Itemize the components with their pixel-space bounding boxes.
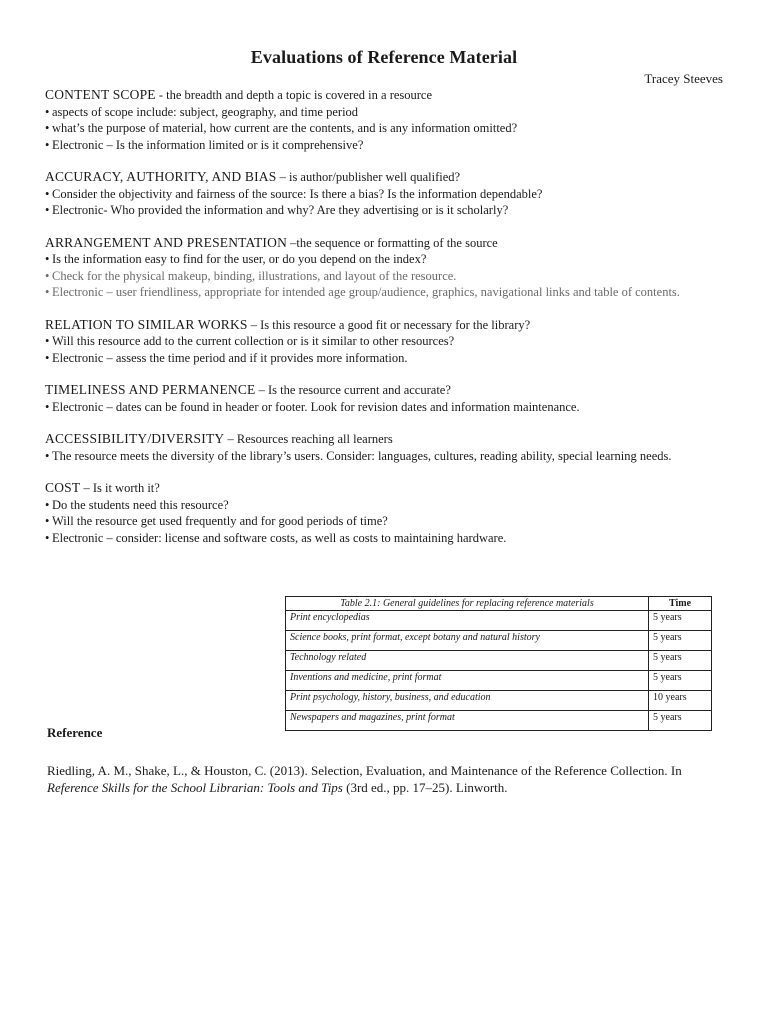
bullet-item: • Will this resource add to the current collection or is it similar to other resources?: [45, 334, 455, 348]
table-row: [286, 651, 712, 671]
table-cell-time: 5 years: [649, 631, 712, 651]
section-heading: ACCURACY, AUTHORITY, AND BIAS: [45, 169, 277, 184]
bullet-item: • Electronic – Is the information limited or is it comprehensive?: [45, 137, 364, 152]
bullet-item: • Electronic- Who provided the information and why? Are they advertising or is it scholarly?: [45, 203, 509, 217]
citation-authors: Riedling, A. M., Shake, L., & Houston, C. (2013). Selection, Evaluation, and Maintenance of the Reference Collection. In: [47, 763, 682, 778]
bullet-item: • Will the resource get used frequently and for good periods of time?: [45, 514, 388, 528]
table-cell-item: Science books, print format, except botany and natural history: [286, 631, 649, 651]
section-accuracy-authority-bias: [45, 169, 725, 219]
bullet-item: • Is the information easy to find for the user, or do you depend on the index?: [45, 252, 427, 266]
section-timeliness-permanence: [45, 382, 725, 415]
table-row: [286, 611, 712, 631]
table-cell-item: Print psychology, history, business, and education: [286, 691, 649, 711]
table-header-row: [286, 597, 712, 611]
bullet-item: • Do the students need this resource?: [45, 497, 229, 512]
table-cell-time: 5 years: [649, 711, 712, 731]
table-cell-time: 10 years: [649, 691, 712, 711]
replacement-guidelines-table: [285, 596, 712, 731]
section-heading: RELATION TO SIMILAR WORKS: [45, 316, 248, 332]
time-column-header: Time: [649, 597, 712, 611]
bullet-item: • Check for the physical makeup, binding, illustrations, and layout of the resource.: [45, 268, 457, 283]
citation-publication: (3rd ed., pp. 17–25). Linworth.: [342, 780, 508, 795]
section-lead: – Is this resource a good fit or necessary for the library?: [247, 317, 531, 332]
bullet-item: • The resource meets the diversity of the library’s users. Consider: languages, cultures, reading ability, special learning needs.: [45, 448, 672, 463]
bullet-item: • what’s the purpose of material, how current are the contents, and is any information omitted?: [45, 121, 518, 135]
section-relation-similar-works: [45, 317, 725, 367]
table-cell-time: 5 years: [649, 651, 712, 671]
bullet-item: • Consider the objectivity and fairness of the source: Is there a bias? Is the information dependable?: [45, 186, 543, 201]
section-lead: – Is it worth it?: [80, 481, 160, 495]
table-row: [286, 711, 712, 731]
bullet-item: • Electronic – dates can be found in header or footer. Look for revision dates and information maintenance.: [45, 399, 580, 414]
citation-book-title: Reference Skills for the School Librarian: Tools and Tips: [47, 780, 343, 795]
section-heading: CONTENT SCOPE: [45, 87, 156, 102]
reference-heading: Reference: [47, 725, 103, 740]
table-cell-item: Print encyclopedias: [286, 611, 649, 631]
section-heading: COST: [45, 480, 81, 495]
section-heading: TIMELINESS AND PERMANENCE: [45, 382, 256, 397]
bullet-item: • Electronic – assess the time period and if it provides more information.: [45, 350, 408, 365]
table-row: [286, 631, 712, 651]
section-heading: ACCESSIBILITY/DIVERSITY: [45, 431, 225, 446]
table-cell-time: 5 years: [649, 671, 712, 691]
document-title: Evaluations of Reference Material: [250, 47, 518, 67]
table-cell-time: 5 years: [649, 611, 712, 631]
table-caption-cell: Table 2.1: General guidelines for replacing reference materials: [286, 597, 649, 611]
section-content-scope: [45, 87, 725, 153]
section-arrangement-presentation: [45, 235, 725, 301]
section-accessibility-diversity: [45, 431, 725, 464]
table-row: [286, 671, 712, 691]
evaluation-criteria: [45, 87, 725, 562]
section-lead: – Resources reaching all learners: [224, 432, 393, 446]
section-heading: ARRANGEMENT AND PRESENTATION: [45, 234, 288, 250]
table-cell-item: Newspapers and magazines, print format: [286, 711, 649, 731]
table-row: [286, 691, 712, 711]
reference-citation: [47, 762, 712, 796]
section-lead: – Is the resource current and accurate?: [255, 383, 451, 397]
table-cell-item: Inventions and medicine, print format: [286, 671, 649, 691]
bullet-item: • Electronic – consider: license and software costs, as well as costs to maintaining hardware.: [45, 530, 507, 545]
bullet-item: • Electronic – user friendliness, appropriate for intended age group/audience, graphics, navigational links and table of contents.: [45, 285, 680, 299]
document-author: Tracey Steeves: [644, 71, 723, 86]
section-lead: - the breadth and depth a topic is covered in a resource: [155, 88, 433, 102]
section-lead: – is author/publisher well qualified?: [276, 170, 461, 184]
bullet-item: • aspects of scope include: subject, geography, and time period: [45, 104, 359, 119]
section-lead: –the sequence or formatting of the source: [287, 235, 498, 250]
section-cost: [45, 480, 725, 546]
table-cell-item: Technology related: [286, 651, 649, 671]
